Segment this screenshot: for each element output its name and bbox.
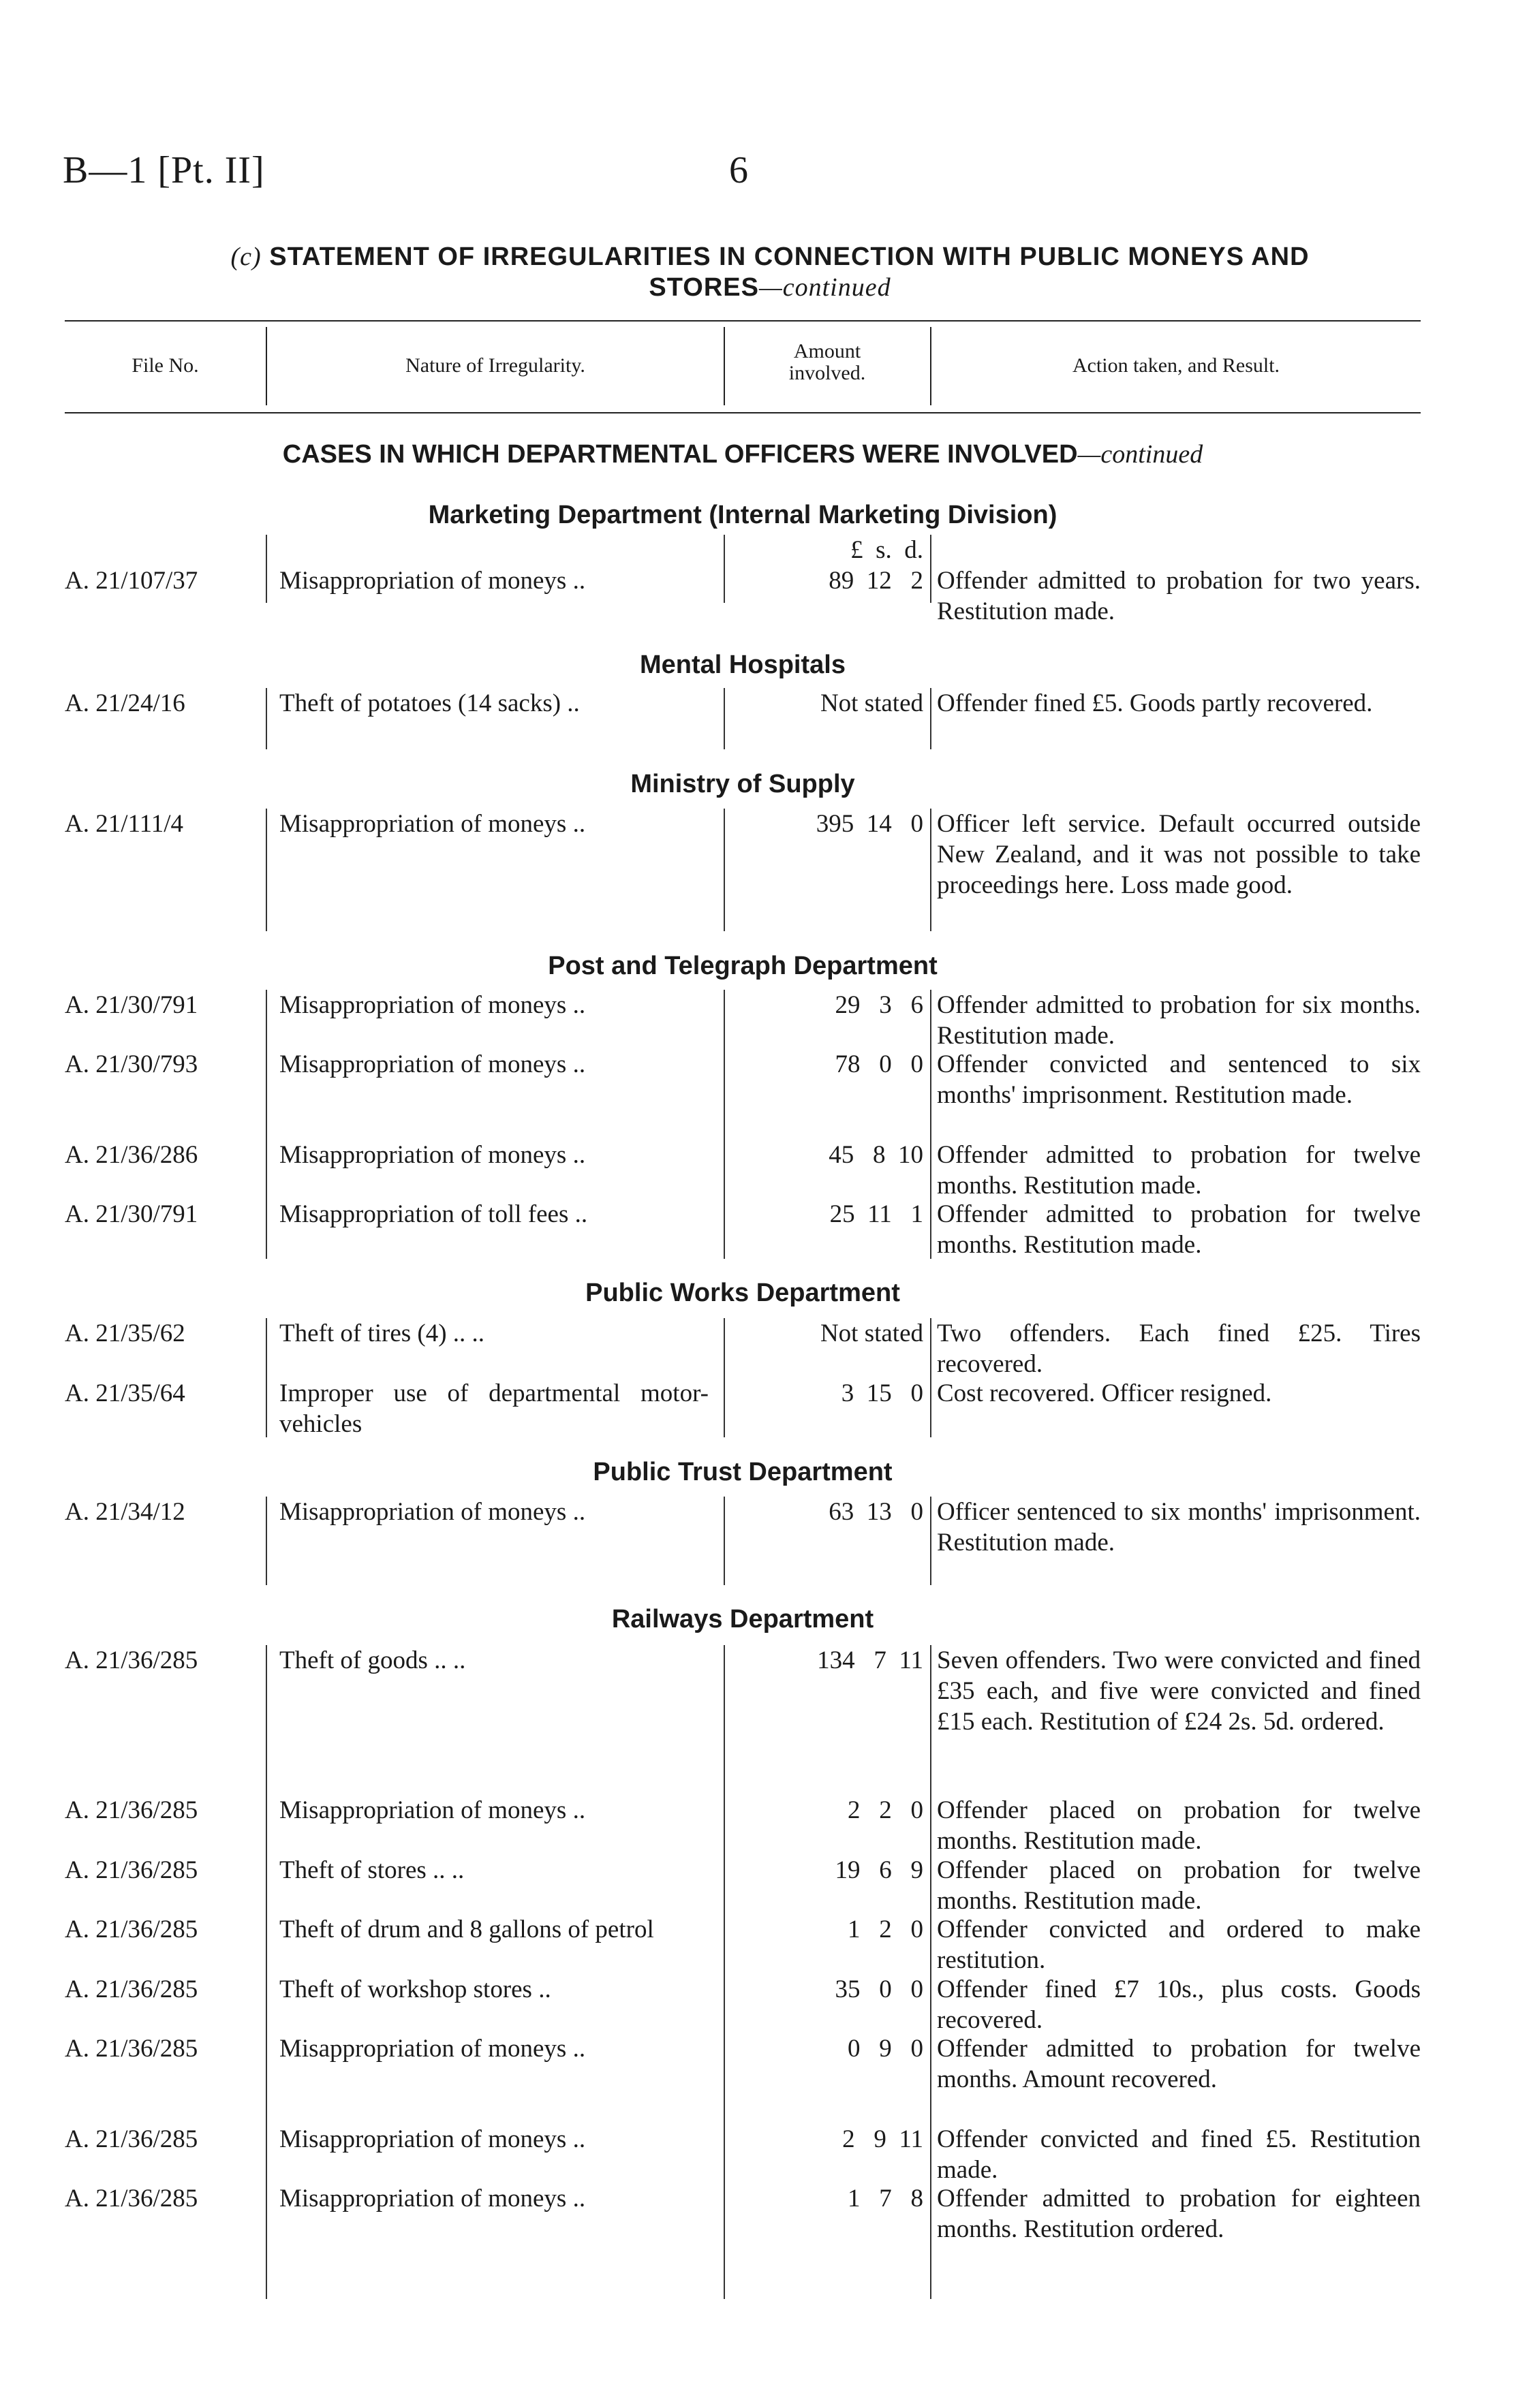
department-ministry-of-supply: Ministry of Supply: [630, 770, 855, 798]
row-rule: [724, 688, 725, 749]
amount-involved: 35 0 0: [835, 1975, 923, 2003]
department-public-trust: Public Trust Department: [593, 1458, 893, 1486]
file-number: A. 21/35/64: [65, 1379, 185, 1407]
column-header-file-no: File No.: [132, 354, 199, 377]
department-mental-hospitals: Mental Hospitals: [640, 651, 846, 679]
amount-involved: 25 11 1: [829, 1200, 923, 1228]
section-heading-text: CASES IN WHICH DEPARTMENTAL OFFICERS WERE INVOLVED: [282, 440, 1078, 469]
amount-involved: 134 7 11: [817, 1646, 923, 1674]
file-number: A. 21/35/62: [65, 1319, 185, 1347]
currency-header: £ s. d.: [850, 536, 923, 564]
action-result: Offender admitted to probation for eighteen months. Restitution ordered.: [937, 2185, 1421, 2243]
department-post-and-telegraph: Post and Telegraph Department: [548, 952, 938, 980]
action-result: Offender admitted to probation for twelve months. Amount recovered.: [937, 2035, 1421, 2093]
row-rule: [930, 1645, 931, 2299]
action-result: Offender placed on probation for twelve months. Restitution made.: [937, 1796, 1421, 1855]
amount-involved: 45 8 10: [829, 1141, 923, 1169]
action-result: Offender fined £5. Goods partly recovered.: [937, 689, 1373, 717]
row-rule: [930, 990, 931, 1259]
title-prefix: (c): [230, 243, 262, 271]
irregularity-nature: Theft of workshop stores ..: [279, 1975, 551, 2003]
amount-header-line-1: Amount: [793, 340, 861, 362]
department-railways: Railways Department: [611, 1605, 874, 1633]
row-rule: [930, 1318, 931, 1437]
action-result: Offender admitted to probation for six months. Restitution made.: [937, 991, 1421, 1050]
irregularity-nature: Improper use of departmental motor-vehicles: [279, 1379, 709, 1438]
irregularity-nature: Misappropriation of toll fees ..: [279, 1200, 588, 1228]
irregularity-nature: Theft of stores .. ..: [279, 1856, 465, 1884]
file-number: A. 21/36/286: [65, 1141, 198, 1169]
amount-header-line-2: involved.: [788, 362, 866, 384]
irregularity-nature: Misappropriation of moneys ..: [279, 567, 586, 595]
amount-involved: 3 15 0: [841, 1379, 923, 1407]
amount-involved: 2 9 11: [842, 2125, 923, 2153]
irregularity-nature: Misappropriation of moneys ..: [279, 2125, 586, 2153]
amount-involved: 0 9 0: [848, 2035, 923, 2063]
irregularity-nature: Misappropriation of moneys ..: [279, 991, 586, 1019]
action-result: Officer left service. Default occurred outside New Zealand, and it was not possible to take proceedings here. Loss made good.: [937, 810, 1421, 899]
file-number: A. 21/111/4: [65, 810, 184, 838]
row-rule: [930, 688, 931, 749]
header-bottom-rule: [65, 412, 1421, 413]
file-number: A. 21/36/285: [65, 1916, 198, 1943]
irregularity-nature: Theft of tires (4) .. ..: [279, 1319, 485, 1347]
file-number: A. 21/36/285: [65, 1856, 198, 1884]
title-text-2: STORES: [649, 273, 759, 302]
file-number: A. 21/36/285: [65, 2125, 198, 2153]
file-number: A. 21/36/285: [65, 2185, 198, 2212]
amount-involved: 1 2 0: [848, 1916, 923, 1943]
row-rule: [724, 990, 725, 1259]
row-rule: [724, 809, 725, 931]
action-result: Cost recovered. Officer resigned.: [937, 1379, 1272, 1407]
file-number: A. 21/36/285: [65, 1975, 198, 2003]
amount-involved: Not stated: [820, 1319, 923, 1347]
section-heading-suffix: —continued: [1077, 440, 1203, 469]
action-result: Offender admitted to probation for twelve months. Restitution made.: [937, 1200, 1421, 1259]
column-header-action: Action taken, and Result.: [1072, 354, 1280, 377]
department-public-works: Public Works Department: [585, 1279, 900, 1307]
amount-involved: 63 13 0: [829, 1498, 923, 1526]
irregularity-nature: Theft of drum and 8 gallons of petrol: [279, 1916, 654, 1943]
column-header-amount: [725, 341, 929, 384]
amount-involved: 78 0 0: [835, 1050, 923, 1078]
irregularity-nature: Misappropriation of moneys ..: [279, 1498, 586, 1526]
action-result: Offender fined £7 10s., plus costs. Goods recovered.: [937, 1975, 1421, 2034]
file-number: A. 21/36/285: [65, 2035, 198, 2063]
irregularity-nature: Theft of goods .. ..: [279, 1646, 466, 1674]
action-result: Offender placed on probation for twelve months. Restitution made.: [937, 1856, 1421, 1915]
document-reference: B—1 [Pt. II]: [63, 149, 265, 191]
file-number: A. 21/36/285: [65, 1796, 198, 1824]
amount-involved: 29 3 6: [835, 991, 923, 1019]
column-header-nature: Nature of Irregularity.: [405, 354, 585, 377]
irregularity-nature: Misappropriation of moneys ..: [279, 1141, 586, 1169]
amount-involved: Not stated: [820, 689, 923, 717]
row-rule: [930, 809, 931, 931]
file-number: A. 21/34/12: [65, 1498, 185, 1526]
file-number: A. 21/107/37: [65, 567, 198, 595]
file-number: A. 21/30/791: [65, 991, 198, 1019]
page-number: 6: [729, 149, 748, 191]
row-rule: [930, 535, 931, 603]
action-result: Offender admitted to probation for twelve months. Restitution made.: [937, 1141, 1421, 1200]
row-rule: [724, 1645, 725, 2299]
row-rule: [724, 535, 725, 603]
title-text-1: STATEMENT OF IRREGULARITIES IN CONNECTION WITH PUBLIC MONEYS AND: [269, 243, 1310, 271]
irregularity-nature: Misappropriation of moneys ..: [279, 2185, 586, 2212]
action-result: Offender convicted and ordered to make restitution.: [937, 1916, 1421, 1974]
statement-title-line-1: [102, 242, 1438, 272]
action-result: Two offenders. Each fined £25. Tires recovered.: [937, 1319, 1421, 1378]
irregularity-nature: Misappropriation of moneys ..: [279, 2035, 586, 2063]
row-rule: [724, 1318, 725, 1437]
amount-involved: 89 12 2: [829, 567, 923, 595]
amount-involved: 395 14 0: [816, 810, 923, 838]
action-result: Offender convicted and fined £5. Restitution made.: [937, 2125, 1421, 2184]
file-number: A. 21/30/791: [65, 1200, 198, 1228]
section-heading: [65, 439, 1421, 469]
amount-involved: 2 2 0: [848, 1796, 923, 1824]
title-suffix: —continued: [758, 273, 891, 302]
action-result: Offender admitted to probation for two years. Restitution made.: [937, 567, 1421, 625]
action-result: Officer sentenced to six months' imprisonment. Restitution made.: [937, 1498, 1421, 1557]
irregularity-nature: Theft of potatoes (14 sacks) ..: [279, 689, 580, 717]
row-rule: [724, 1497, 725, 1585]
header-top-rule: [65, 320, 1421, 322]
file-number: A. 21/30/793: [65, 1050, 198, 1078]
file-number: A. 21/36/285: [65, 1646, 198, 1674]
statement-title-line-2: [102, 272, 1438, 302]
amount-involved: 1 7 8: [848, 2185, 923, 2212]
amount-involved: 19 6 9: [835, 1856, 923, 1884]
irregularity-nature: Misappropriation of moneys ..: [279, 1050, 586, 1078]
irregularity-nature: Misappropriation of moneys ..: [279, 810, 586, 838]
department-marketing: Marketing Department (Internal Marketing Division): [428, 501, 1057, 529]
row-rule: [930, 1497, 931, 1585]
file-number: A. 21/24/16: [65, 689, 185, 717]
irregularity-nature: Misappropriation of moneys ..: [279, 1796, 586, 1824]
action-result: Offender convicted and sentenced to six months' imprisonment. Restitution made.: [937, 1050, 1421, 1109]
action-result: Seven offenders. Two were convicted and fined £35 each, and five were convicted and fined £15 each. Restitution of £24 2s. 5d. ordered.: [937, 1646, 1421, 1736]
